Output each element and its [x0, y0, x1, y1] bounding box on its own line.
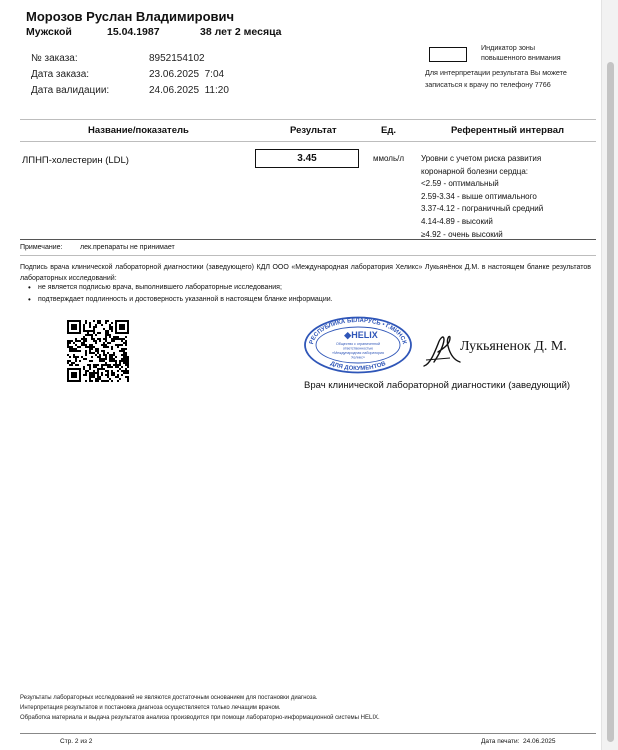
footer-line-3: Обработка материала и выдача результатов анализа производится при помощи лабораторно-информационной системы HELIX.: [20, 715, 380, 721]
table-bottom-rule: [20, 239, 596, 240]
header-name: Название/показатель: [88, 125, 189, 136]
test-name: ЛПНП-холестерин (LDL): [22, 155, 129, 166]
svg-text:«Международная лаборатория: «Международная лаборатория: [332, 351, 384, 355]
helix-stamp: [303, 316, 413, 374]
table-top-rule: [20, 119, 596, 120]
print-date: Дата печати: 24.06.2025: [481, 738, 556, 745]
header-result: Результат: [290, 125, 337, 136]
footer-line-1: Результаты лабораторных исследований не являются достаточным основанием для постановки диагноза.: [20, 695, 318, 701]
qr-code: [67, 320, 129, 382]
reference-line: Уровни с учетом риска развития: [421, 154, 542, 163]
table-header-rule: [20, 141, 596, 142]
reference-line: ≥4.92 - очень высокий: [421, 229, 503, 239]
bullet-dot: •: [28, 295, 31, 304]
patient-age: 38 лет 2 месяца: [200, 26, 282, 38]
signer-name: Лукьяненок Д. М.: [460, 339, 567, 354]
bullet-dot: •: [28, 283, 31, 292]
patient-birth-date: 15.04.1987: [107, 26, 160, 38]
svg-text:ДЛЯ ДОКУМЕНТОВ: ДЛЯ ДОКУМЕНТОВ: [329, 360, 387, 373]
scrollbar-thumb[interactable]: [607, 62, 614, 742]
validation-date-label: Дата валидации:: [31, 85, 110, 96]
order-date-value: 23.06.2025 7:04: [149, 69, 225, 80]
interpretation-note: Для интерпретации результата Вы можете записаться к врачу по телефону 7766: [425, 68, 567, 89]
order-number-value: 8952154102: [149, 53, 205, 64]
signature-explanation: Подпись врача клинической лабораторной диагностики (заведующего) КДЛ ООО «Международная лаборатория Хеликс» Лукьянёнок Д.М. в настоящем бланке результатов лабораторных исследований:: [20, 264, 591, 282]
svg-text:Общество с ограниченной: Общество с ограниченной: [335, 342, 381, 346]
test-unit: ммоль/л: [373, 154, 404, 163]
note-label: Примечание:: [20, 244, 63, 251]
reference-line: 4.14-4.89 - высокий: [421, 216, 493, 226]
svg-text:РЕСПУБЛИКА БЕЛАРУСЬ • Г.МИНСК: РЕСПУБЛИКА БЕЛАРУСЬ • Г.МИНСК: [309, 317, 407, 345]
svg-text:ответственностью: ответственностью: [342, 346, 374, 351]
signature-bullet-1: не является подписью врача, выполнившего лабораторные исследования;: [38, 284, 282, 291]
order-number-label: № заказа:: [31, 53, 78, 64]
reference-line: 2.59-3.34 - выше оптимального: [421, 191, 537, 201]
reference-line: 3.37-4.12 - пограничный средний: [421, 204, 544, 214]
svg-text:◆HELIX: ◆HELIX: [344, 330, 378, 340]
test-result: 3.45: [255, 149, 359, 168]
attention-indicator-text: Индикатор зоны повышенного внимания: [481, 43, 561, 62]
header-reference: Референтный интервал: [451, 125, 565, 136]
note-value: лек.препараты не принимает: [80, 244, 175, 251]
order-date-label: Дата заказа:: [31, 69, 90, 80]
signer-title: Врач клинической лабораторной диагностики (заведующий): [304, 380, 571, 391]
patient-gender: Мужской: [26, 26, 72, 38]
signature-bullet-2: подтверждает подлинность и достоверность указанной в настоящем бланке информации.: [38, 296, 333, 303]
reference-line: коронарной болезни сердца:: [421, 166, 529, 176]
reference-line: <2.59 - оптимальный: [421, 179, 499, 189]
header-unit: Ед.: [381, 125, 397, 136]
reference-interval: [421, 153, 601, 241]
footer-line-2: Интерпретация результатов и постановка диагноза осуществляется только лечащим врачом.: [20, 705, 281, 711]
patient-name: Морозов Руслан Владимирович: [26, 9, 235, 24]
svg-text:Хеликс»: Хеликс»: [351, 355, 365, 360]
handwritten-signature: [420, 330, 464, 370]
footer-rule: [20, 733, 596, 734]
validation-date-value: 24.06.2025 11:20: [149, 85, 229, 96]
note-rule: [20, 255, 596, 256]
page-number: Стр. 2 из 2: [60, 738, 93, 745]
attention-indicator-box: [429, 47, 467, 62]
